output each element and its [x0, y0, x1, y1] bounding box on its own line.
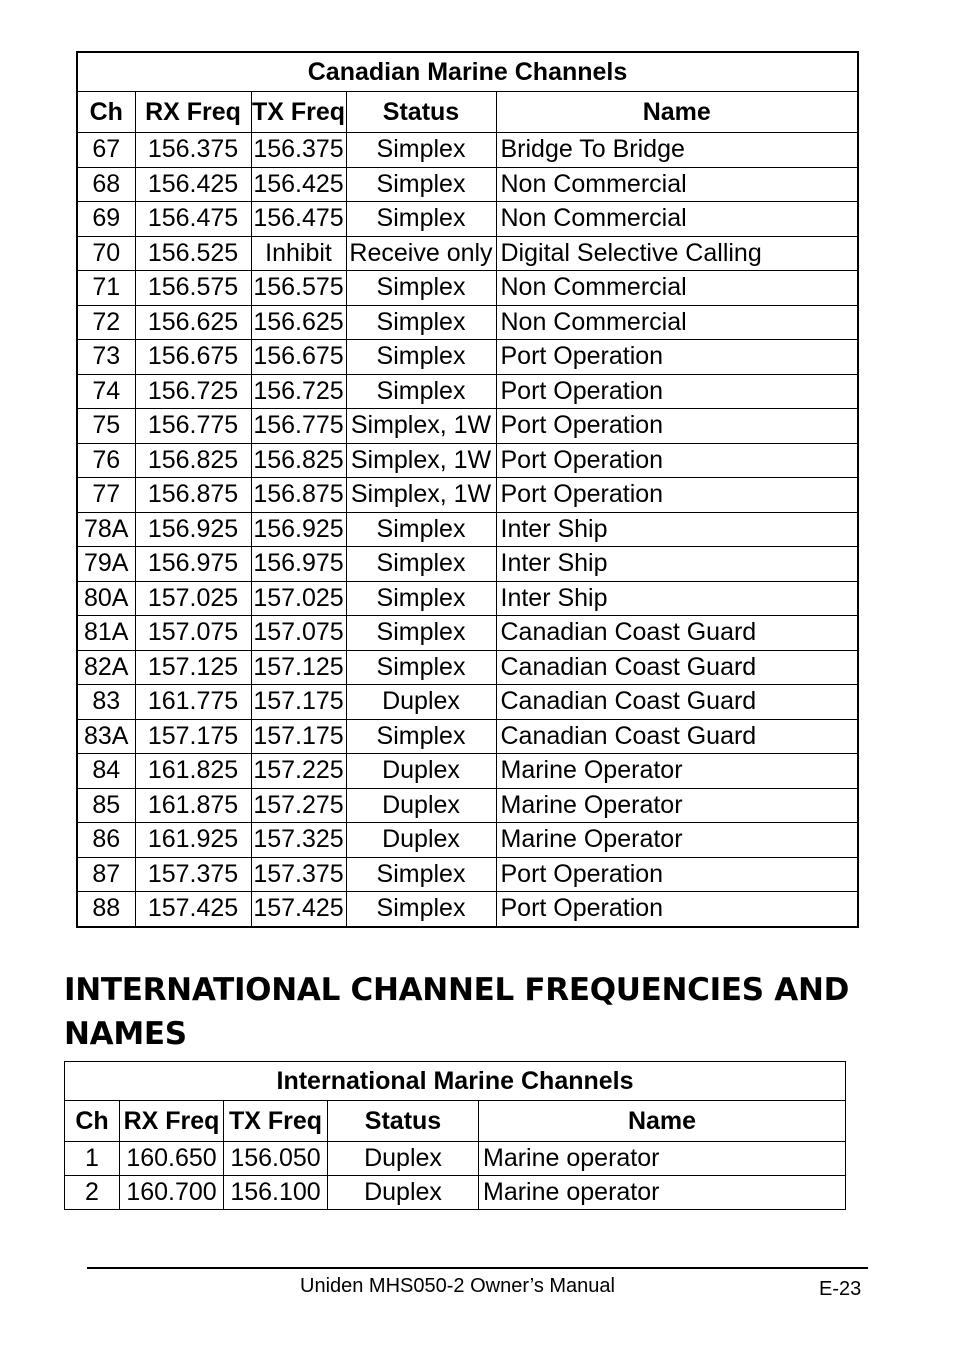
- tx-freq-cell: 157.425: [251, 892, 346, 927]
- name-cell: Digital Selective Calling: [496, 236, 858, 271]
- tx-freq-cell: 156.675: [251, 340, 346, 375]
- channel-cell: 81A: [77, 616, 135, 651]
- col-header-tx-freq: TX Freq: [224, 1101, 328, 1142]
- tx-freq-cell: 157.175: [251, 719, 346, 754]
- name-cell: Canadian Coast Guard: [496, 685, 858, 720]
- status-cell: Simplex: [346, 719, 496, 754]
- tx-freq-cell: 157.075: [251, 616, 346, 651]
- status-cell: Simplex, 1W: [346, 478, 496, 513]
- tx-freq-cell: 157.225: [251, 754, 346, 789]
- name-cell: Port Operation: [496, 443, 858, 478]
- rx-freq-cell: 161.925: [135, 823, 251, 858]
- col-header-tx-freq: TX Freq: [251, 92, 346, 133]
- rx-freq-cell: 157.425: [135, 892, 251, 927]
- name-cell: Inter Ship: [496, 512, 858, 547]
- table-row: [77, 616, 858, 651]
- rx-freq-cell: 157.375: [135, 857, 251, 892]
- channel-cell: 82A: [77, 650, 135, 685]
- table-row: [65, 1142, 846, 1176]
- status-cell: Simplex: [346, 133, 496, 168]
- channel-cell: 78A: [77, 512, 135, 547]
- name-cell: Port Operation: [496, 478, 858, 513]
- tx-freq-cell: 156.475: [251, 202, 346, 237]
- channel-cell: 86: [77, 823, 135, 858]
- table-row: [77, 719, 858, 754]
- status-cell: Receive only: [346, 236, 496, 271]
- channel-cell: 71: [77, 271, 135, 306]
- name-cell: Canadian Coast Guard: [496, 650, 858, 685]
- channel-cell: 87: [77, 857, 135, 892]
- name-cell: Canadian Coast Guard: [496, 616, 858, 651]
- table-row: [77, 374, 858, 409]
- rx-freq-cell: 157.075: [135, 616, 251, 651]
- table-row: [77, 823, 858, 858]
- tx-freq-cell: 157.275: [251, 788, 346, 823]
- rx-freq-cell: 161.875: [135, 788, 251, 823]
- tx-freq-cell: 157.025: [251, 581, 346, 616]
- name-cell: Marine Operator: [496, 788, 858, 823]
- table-row: [77, 443, 858, 478]
- international-channels-table: [64, 1061, 846, 1210]
- name-cell: Non Commercial: [496, 202, 858, 237]
- tx-freq-cell: 156.975: [251, 547, 346, 582]
- status-cell: Simplex: [346, 305, 496, 340]
- rx-freq-cell: 157.125: [135, 650, 251, 685]
- status-cell: Simplex: [346, 547, 496, 582]
- rx-freq-cell: 156.475: [135, 202, 251, 237]
- name-cell: Bridge To Bridge: [496, 133, 858, 168]
- rx-freq-cell: 160.650: [120, 1142, 224, 1176]
- tx-freq-cell: 156.425: [251, 167, 346, 202]
- table-row: [65, 1176, 846, 1210]
- col-header-rx-freq: RX Freq: [135, 92, 251, 133]
- table-row: [77, 409, 858, 444]
- channel-cell: 75: [77, 409, 135, 444]
- tx-freq-cell: 156.925: [251, 512, 346, 547]
- name-cell: Marine operator: [479, 1176, 846, 1210]
- name-cell: Port Operation: [496, 892, 858, 927]
- status-cell: Simplex: [346, 167, 496, 202]
- tx-freq-cell: 156.775: [251, 409, 346, 444]
- tx-freq-cell: 156.725: [251, 374, 346, 409]
- name-cell: Port Operation: [496, 374, 858, 409]
- page-number: E-23: [819, 1278, 862, 1300]
- rx-freq-cell: 156.975: [135, 547, 251, 582]
- rx-freq-cell: 156.875: [135, 478, 251, 513]
- status-cell: Simplex: [346, 892, 496, 927]
- channel-cell: 72: [77, 305, 135, 340]
- table-row: [77, 547, 858, 582]
- international-table-title: International Marine Channels: [65, 1062, 846, 1101]
- rx-freq-cell: 161.775: [135, 685, 251, 720]
- tx-freq-cell: 156.575: [251, 271, 346, 306]
- tx-freq-cell: 157.325: [251, 823, 346, 858]
- status-cell: Simplex: [346, 857, 496, 892]
- table-row: [77, 892, 858, 927]
- col-header-ch: Ch: [77, 92, 135, 133]
- col-header-status: Status: [328, 1101, 479, 1142]
- name-cell: Inter Ship: [496, 581, 858, 616]
- table-row: [77, 685, 858, 720]
- channel-cell: 88: [77, 892, 135, 927]
- col-header-rx-freq: RX Freq: [120, 1101, 224, 1142]
- table-row: [77, 236, 858, 271]
- status-cell: Simplex, 1W: [346, 409, 496, 444]
- channel-cell: 85: [77, 788, 135, 823]
- tx-freq-cell: 156.375: [251, 133, 346, 168]
- rx-freq-cell: 161.825: [135, 754, 251, 789]
- name-cell: Port Operation: [496, 340, 858, 375]
- rx-freq-cell: 156.725: [135, 374, 251, 409]
- col-header-name: Name: [479, 1101, 846, 1142]
- name-cell: Port Operation: [496, 857, 858, 892]
- table-row: [77, 202, 858, 237]
- rx-freq-cell: 160.700: [120, 1176, 224, 1210]
- status-cell: Simplex: [346, 650, 496, 685]
- canadian-table-title: Canadian Marine Channels: [77, 52, 858, 92]
- footer-title: Uniden MHS050-2 Owner’s Manual: [300, 1275, 615, 1297]
- table-row: [77, 581, 858, 616]
- status-cell: Duplex: [346, 685, 496, 720]
- tx-freq-cell: 156.625: [251, 305, 346, 340]
- status-cell: Simplex: [346, 271, 496, 306]
- channel-cell: 83A: [77, 719, 135, 754]
- name-cell: Marine Operator: [496, 754, 858, 789]
- rx-freq-cell: 156.775: [135, 409, 251, 444]
- canadian-channels-table: [76, 51, 859, 928]
- tx-freq-cell: 157.175: [251, 685, 346, 720]
- table-row: [77, 167, 858, 202]
- tx-freq-cell: 156.825: [251, 443, 346, 478]
- channel-cell: 74: [77, 374, 135, 409]
- status-cell: Duplex: [346, 754, 496, 789]
- status-cell: Duplex: [346, 823, 496, 858]
- name-cell: Inter Ship: [496, 547, 858, 582]
- international-table-body: [65, 1142, 846, 1210]
- rx-freq-cell: 156.625: [135, 305, 251, 340]
- rx-freq-cell: 156.375: [135, 133, 251, 168]
- canadian-table-body: [77, 133, 858, 927]
- table-row: [77, 754, 858, 789]
- channel-cell: 84: [77, 754, 135, 789]
- tx-freq-cell: 157.125: [251, 650, 346, 685]
- name-cell: Non Commercial: [496, 271, 858, 306]
- table-row: [77, 857, 858, 892]
- rx-freq-cell: 157.025: [135, 581, 251, 616]
- status-cell: Duplex: [328, 1142, 479, 1176]
- name-cell: Non Commercial: [496, 305, 858, 340]
- channel-cell: 68: [77, 167, 135, 202]
- channel-cell: 69: [77, 202, 135, 237]
- tx-freq-cell: 156.875: [251, 478, 346, 513]
- rx-freq-cell: 157.175: [135, 719, 251, 754]
- status-cell: Duplex: [328, 1176, 479, 1210]
- table-row: [77, 478, 858, 513]
- name-cell: Canadian Coast Guard: [496, 719, 858, 754]
- status-cell: Simplex: [346, 581, 496, 616]
- section-heading: INTERNATIONAL CHANNEL FREQUENCIES AND NAMES: [64, 972, 850, 1052]
- table-row: [77, 650, 858, 685]
- table-row: [77, 512, 858, 547]
- footer-rule: [87, 1267, 868, 1269]
- name-cell: Marine operator: [479, 1142, 846, 1176]
- rx-freq-cell: 156.575: [135, 271, 251, 306]
- col-header-name: Name: [496, 92, 858, 133]
- status-cell: Simplex: [346, 512, 496, 547]
- status-cell: Duplex: [346, 788, 496, 823]
- rx-freq-cell: 156.925: [135, 512, 251, 547]
- name-cell: Non Commercial: [496, 167, 858, 202]
- channel-cell: 83: [77, 685, 135, 720]
- status-cell: Simplex: [346, 202, 496, 237]
- tx-freq-cell: Inhibit: [251, 236, 346, 271]
- rx-freq-cell: 156.425: [135, 167, 251, 202]
- channel-cell: 67: [77, 133, 135, 168]
- channel-cell: 73: [77, 340, 135, 375]
- channel-cell: 1: [65, 1142, 120, 1176]
- status-cell: Simplex, 1W: [346, 443, 496, 478]
- status-cell: Simplex: [346, 616, 496, 651]
- channel-cell: 76: [77, 443, 135, 478]
- name-cell: Port Operation: [496, 409, 858, 444]
- channel-cell: 77: [77, 478, 135, 513]
- table-row: [77, 788, 858, 823]
- name-cell: Marine Operator: [496, 823, 858, 858]
- tx-freq-cell: 156.100: [224, 1176, 328, 1210]
- status-cell: Simplex: [346, 340, 496, 375]
- tx-freq-cell: 156.050: [224, 1142, 328, 1176]
- rx-freq-cell: 156.525: [135, 236, 251, 271]
- rx-freq-cell: 156.825: [135, 443, 251, 478]
- col-header-status: Status: [346, 92, 496, 133]
- col-header-ch: Ch: [65, 1101, 120, 1142]
- table-row: [77, 305, 858, 340]
- status-cell: Simplex: [346, 374, 496, 409]
- table-row: [77, 271, 858, 306]
- tx-freq-cell: 157.375: [251, 857, 346, 892]
- channel-cell: 79A: [77, 547, 135, 582]
- channel-cell: 80A: [77, 581, 135, 616]
- channel-cell: 70: [77, 236, 135, 271]
- channel-cell: 2: [65, 1176, 120, 1210]
- table-row: [77, 340, 858, 375]
- table-row: [77, 133, 858, 168]
- rx-freq-cell: 156.675: [135, 340, 251, 375]
